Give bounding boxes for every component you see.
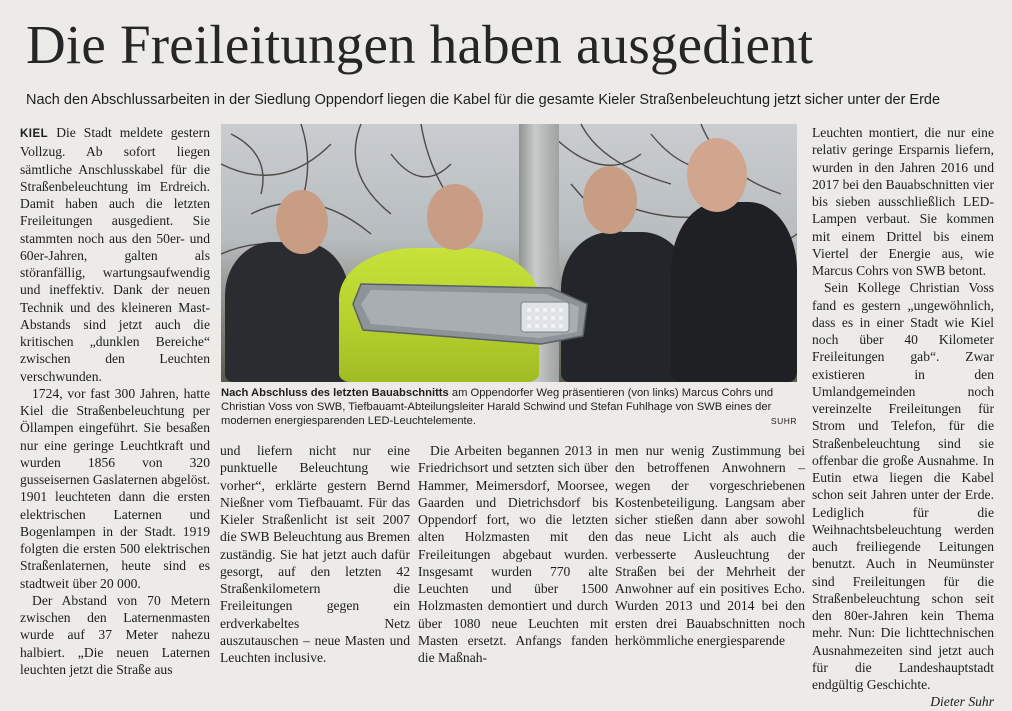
paragraph: Die Arbeiten begannen 2013 in Friedrichsort und setzten sich über Hammer, Meimersdorf, Moorsee, Gaarden und Dietrichsdorf bis Oppendorf fort, wo die letzten alten Holzmasten mit den Freileitungen abgebaut wurden. Insgesamt wurden 770 alte Leuchten und über 1500 Holzmasten demontiert und durch über 1080 neue Leuchten mit Masten ersetzt. Anfangs fanden die Maßnah- xyxy=(418,443,608,665)
paragraph: 1724, vor fast 300 Jahren, hatte Kiel die Straßenbeleuchtung per Öllampen eingeführt. Sie besaßen nur eine geringe Leuchtkraft und wurden 1856 von 320 gusseisernen Gaslaternen abgelöst. 1901 leuchteten dann die ersten elektrischen Laternen und Bogenlampen in der Stadt. 1919 folgten die ersten 500 elektrischen Straßenlaternen, heute sind es stadtweit über 20 000. xyxy=(20,385,210,591)
paragraph: Der Abstand von 70 Metern zwischen den Laternenmasten wurde auf 37 Meter nahezu halbiert. „Die neuen Laternen leuchten jetzt die Straße aus xyxy=(20,592,210,677)
subheadline: Nach den Abschlussarbeiten in der Siedlung Oppendorf liegen die Kabel für die gesamte Kieler Straßenbeleuchtung jetzt sicher unter der Erde xyxy=(26,92,941,108)
article-column-3 xyxy=(418,442,608,667)
paragraph-text: Die Stadt meldete gestern Vollzug. Ab sofort liegen sämtliche Anschlusskabel für die Straßenbeleuchtung im Erdreich. Damit haben auch die letzten Freileitungen ausgedient. Sie stammten noch aus den 50er- und 60er-Jahren, galten als störanfällig, wartungsaufwendig und ineffektiv. Dank der neuen Technik und des kleineren Mast-Abstands sind jetzt auch die kritischen „dunklen Bereiche“ zwischen den Leuchten verschwunden. xyxy=(20,125,210,384)
dateline: KIEL xyxy=(20,128,49,140)
article-column-4 xyxy=(615,442,805,667)
caption-lead: Nach Abschluss des letzten Bauabschnitts xyxy=(221,387,449,399)
face xyxy=(276,190,328,254)
photo-caption xyxy=(221,386,797,428)
paragraph: Leuchten montiert, die nur eine relativ geringe Ersparnis liefern, wurden in den Jahren 2016 und 2017 bei den Bauabschnitten vier bis sieben ausschließlich LED-Lampen verbaut. Sie kommen mit einem Drittel bis einem Viertel der Energie aus, wie Marcus Cohrs von SWB betont. xyxy=(812,125,994,278)
paragraph: und liefern nicht nur eine punktuelle Beleuchtung wie vorher“, erklärte gestern Bernd Nießner vom Tiefbauamt. Für das Kieler Straßenlicht ist seit 2007 die SWB Beleuchtung aus Bremen zuständig. Sie hat jetzt auch dafür gesorgt, auf den letzten 42 Straßenkilometern die Freileitungen gegen ein erdverkabeltes Netz auszutauschen – neue Masten und Leuchten inclusive. xyxy=(220,443,410,665)
article-column-1 xyxy=(20,124,210,677)
photo-credit: SUHR xyxy=(770,416,797,426)
face xyxy=(583,166,637,234)
person-stefan-fuhlhage xyxy=(671,202,797,382)
led-street-light-graphic xyxy=(351,274,591,354)
paragraph: men nur wenig Zustimmung bei den betroffenen Anwohnern – wegen der vorgeschriebenen Kostenbeteiligung. Langsam aber sicher stießen dann aber sowohl das neue Licht als auch die verbesserte Ausleuchtung der Straßen bei der Mehrheit der Anwohner auf ein positives Echo. Wurden 2013 und 2014 bei den ersten drei Bauabschnitten noch herkömmliche energiesparende xyxy=(615,443,805,648)
author-byline: Dieter Suhr xyxy=(930,694,994,710)
caption-text: am Oppendorfer Weg präsentieren (von links) Marcus Cohrs und Christian Voss von SWB, Tiefbauamt-Abteilungsleiter Harald Schwind und Stefan Fuhlhage von SWB eines der modernen energiesparenden LED-Leuchtelemente. xyxy=(221,387,774,427)
face xyxy=(427,184,483,250)
headline: Die Freileitungen haben ausgedient xyxy=(26,14,814,75)
paragraph xyxy=(20,124,210,385)
news-photo xyxy=(221,124,797,382)
paragraph-text: Sein Kollege Christian Voss fand es gestern „ungewöhnlich, dass es in einer Stadt wie Kiel noch über 40 Kilometer Freileitungen gab“. Zwar existieren in den Umlandgemeinden noch vereinzelte Freileitungen für Strom und Telefon, für die Straßenbeleuchtung sind sie offenbar die große Ausnahme. In Eutin etwa liegen die Kabel schon seit Jahren unter der Erde. Lediglich für die Weihnachtsbeleuchtung werden auch freiliegende Leitungen benutzt. Auch in Neumünster sind Freileitungen für die Straßenbeleuchtung schon seit den 80er-Jahren kein Thema mehr. Nun: Die lichttechnischen Ausnahmezeiten sind jetzt auch für die Landeshauptstadt endgültig Geschichte. xyxy=(812,280,994,692)
person-marcus-cohrs xyxy=(225,242,349,382)
article-column-2 xyxy=(220,442,410,667)
face xyxy=(687,138,747,212)
article-column-5 xyxy=(812,124,994,710)
paragraph xyxy=(812,279,994,710)
